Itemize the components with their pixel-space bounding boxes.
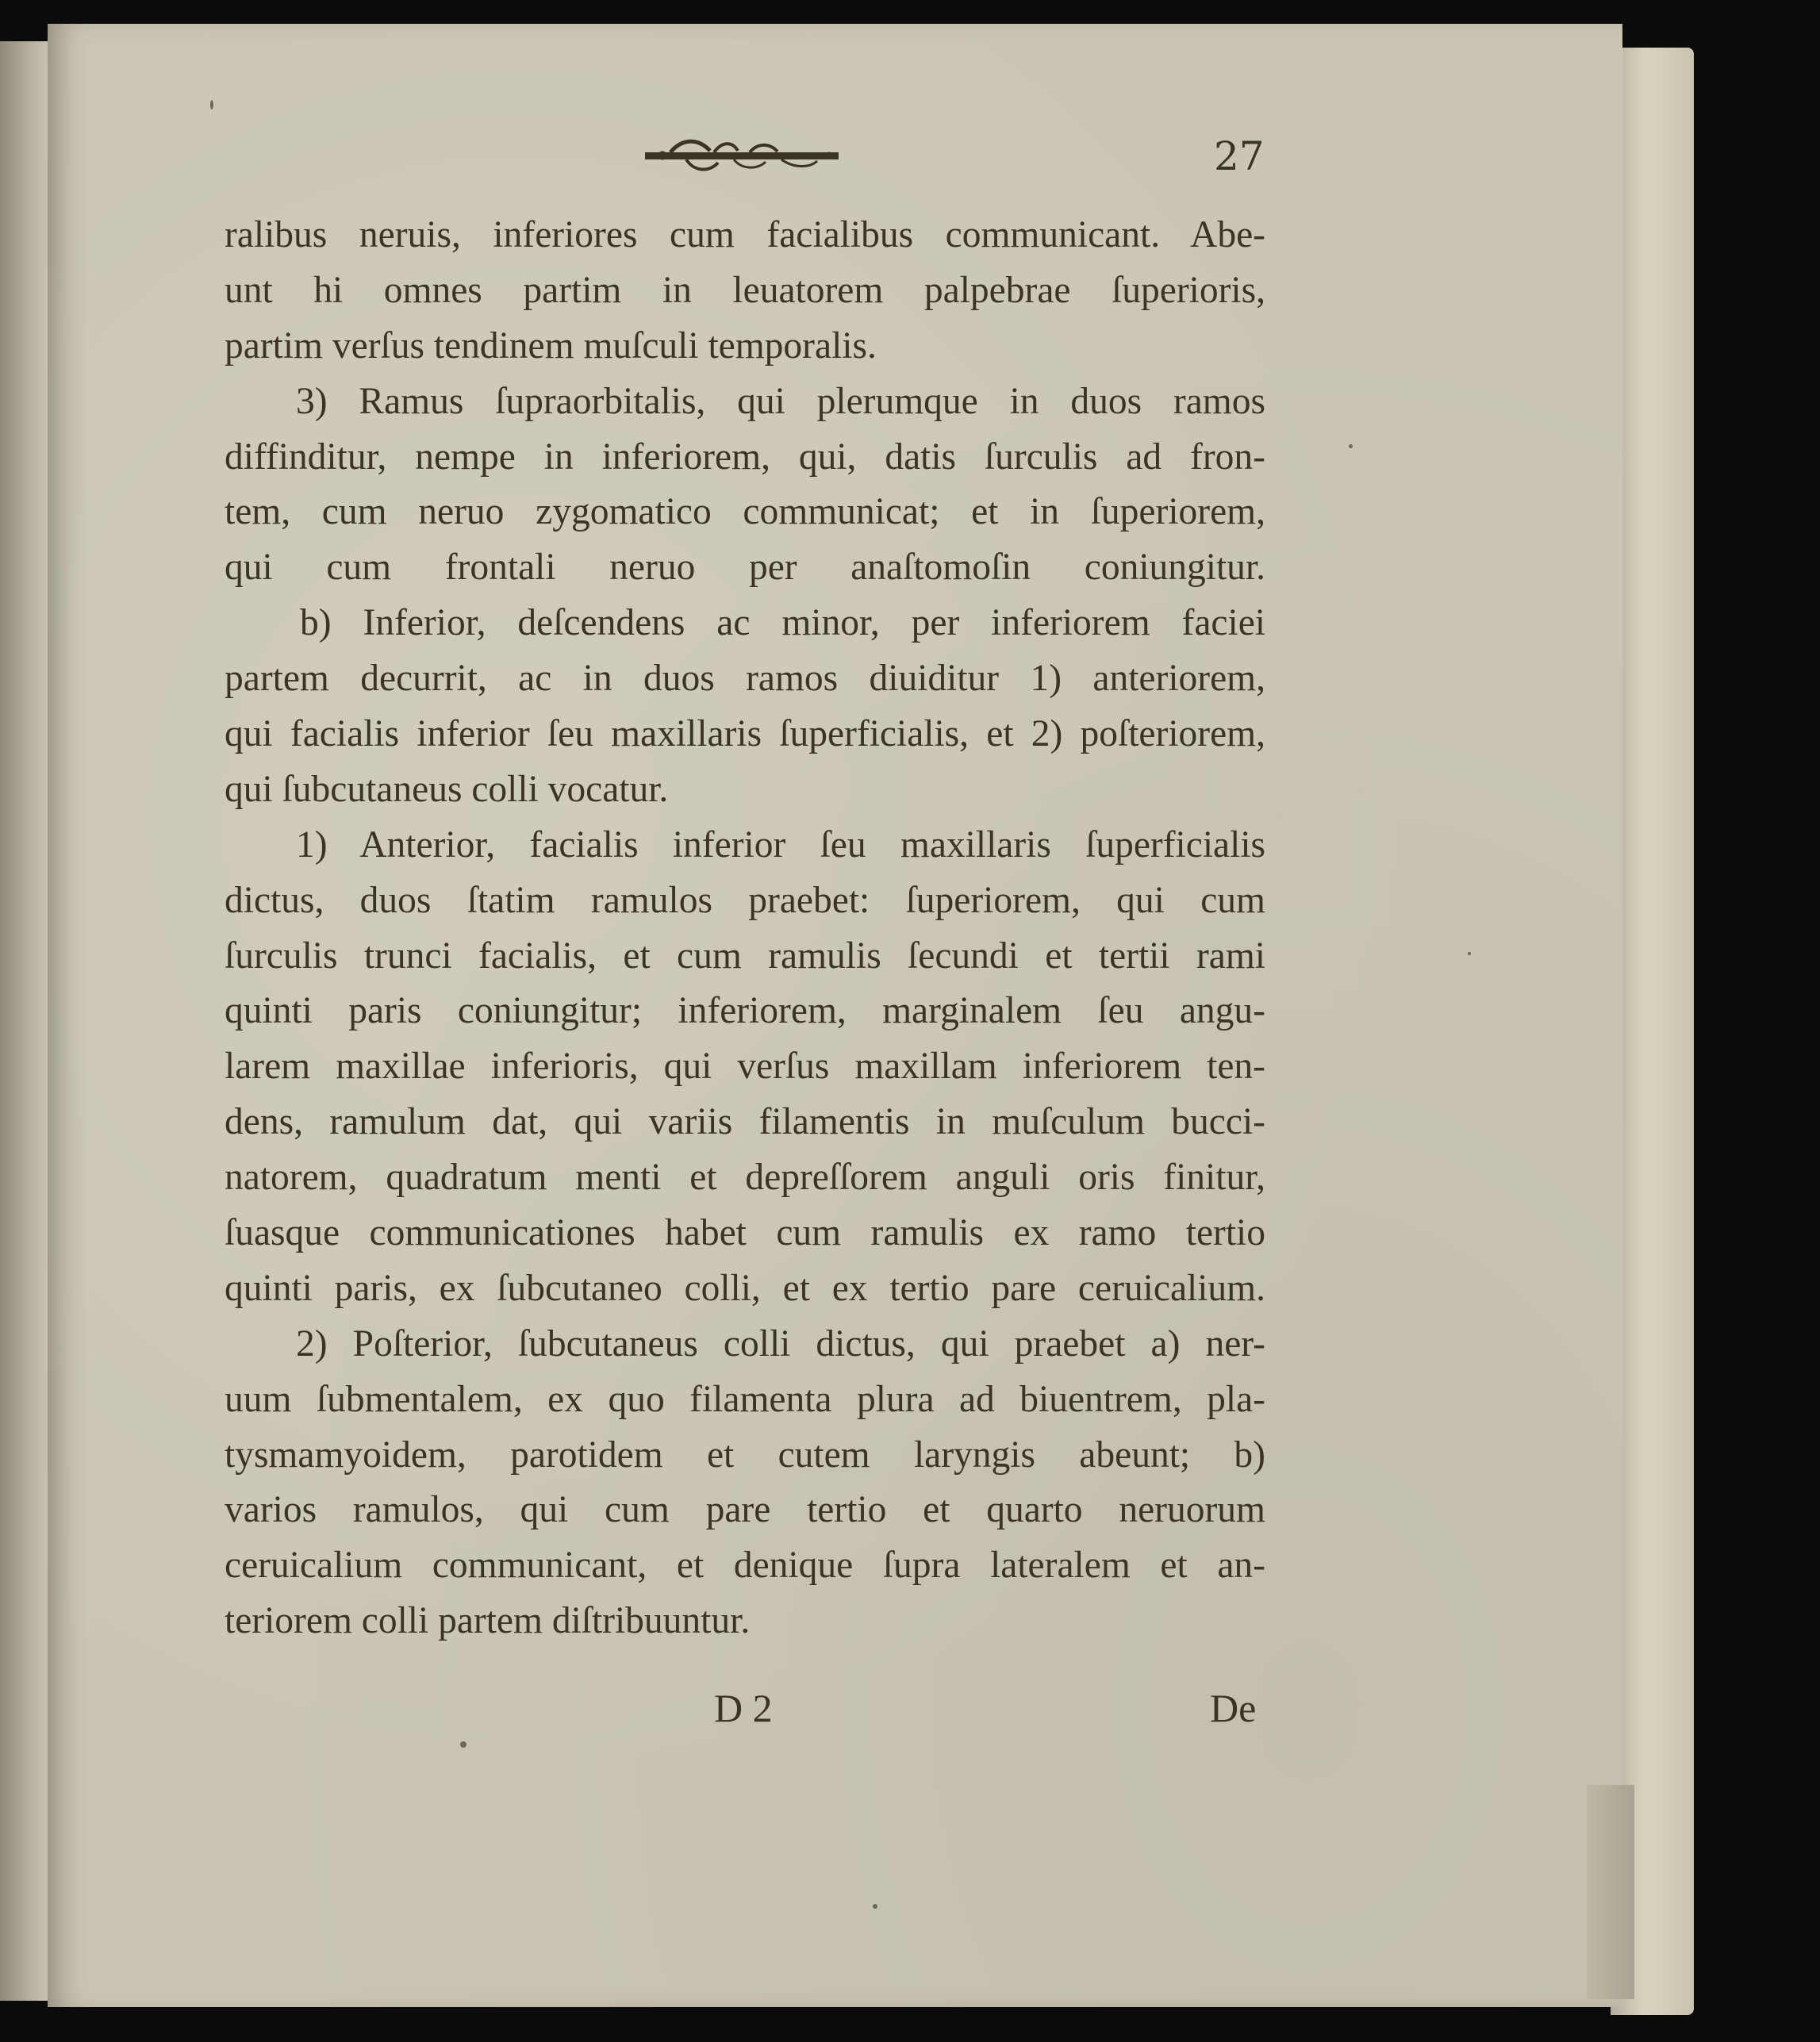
body-text: [225, 208, 1265, 1649]
page-fold-shadow: [1587, 1785, 1634, 1999]
text-line: natorem, quadratum menti et depreſſorem anguli oris finitur,: [225, 1157, 1265, 1199]
text-line: ſuasque communicationes habet cum ramulis ex ramo tertio: [225, 1212, 1265, 1254]
text-line: dens, ramulum dat, qui variis filamentis in muſculum bucci-: [225, 1101, 1265, 1143]
text-line: quinti paris, ex ſubcutaneo colli, et ex tertio pare ceruicalium.: [225, 1267, 1265, 1309]
text-line: larem maxillae inferioris, qui verſus maxillam inferiorem ten-: [225, 1046, 1265, 1088]
text-line: unt hi omnes partim in leuatorem palpebrae ſuperioris,: [225, 269, 1265, 311]
text-line: 3) Ramus ſupraorbitalis, qui plerumque in duos ramos: [296, 380, 1265, 422]
paper-speck: [1468, 952, 1471, 955]
paper-speck: [1349, 444, 1353, 448]
text-line: partim verſus tendinem muſculi temporalis.: [225, 324, 877, 367]
paper-speck: [873, 1904, 877, 1909]
text-line: 2) Poſterior, ſubcutaneus colli dictus, qui praebet a) ner-: [296, 1322, 1265, 1365]
text-line: quinti paris coniungitur; inferiorem, marginalem ſeu angu-: [225, 990, 1265, 1032]
text-line: varios ramulos, qui cum pare tertio et quarto neruorum: [225, 1489, 1265, 1531]
text-line: qui ſubcutaneus colli vocatur.: [225, 768, 669, 810]
text-line: teriorem colli partem diſtribuuntur.: [225, 1600, 751, 1642]
catchword: De: [1210, 1686, 1257, 1730]
text-line: diffinditur, nempe in inferiorem, qui, datis ſurculis ad fron-: [225, 436, 1265, 478]
paper-speck: [460, 1741, 467, 1748]
text-line: qui cum frontali neruo per anaſtomoſin coniungitur.: [225, 547, 1265, 589]
text-line: b) Inferior, deſcendens ac minor, per inferiorem faciei: [300, 602, 1265, 644]
text-line: ralibus neruis, inferiores cum facialibus communicant. Abe-: [225, 214, 1265, 255]
text-line: 1) Anterior, facialis inferior ſeu maxillaris ſuperficialis: [296, 823, 1265, 866]
text-line: uum ſubmentalem, ex quo filamenta plura ad biuentrem, pla-: [225, 1378, 1265, 1420]
headpiece-ornament: [639, 136, 845, 178]
text-line: ſurculis trunci facialis, et cum ramulis ſecundi et tertii rami: [225, 935, 1265, 977]
text-line: partem decurrit, ac in duos ramos diuiditur 1) anteriorem,: [225, 658, 1265, 700]
paper-speck: [210, 100, 213, 109]
page-number: 27: [1214, 133, 1265, 179]
following-page-edge: [1611, 48, 1694, 2015]
text-line: dictus, duos ſtatim ramulos praebet: ſuperiorem, qui cum: [225, 879, 1265, 921]
text-line: tysmamyoidem, parotidem et cutem laryngis abeunt; b): [225, 1434, 1265, 1476]
text-line: qui facialis inferior ſeu maxillaris ſuperficialis, et 2) poſteriorem,: [225, 713, 1265, 755]
text-line: tem, cum neruo zygomatico communicat; et in ſuperiorem,: [225, 491, 1265, 533]
signature-mark: D 2: [714, 1686, 773, 1730]
text-line: ceruicalium communicant, et denique ſupra lateralem et an-: [225, 1545, 1265, 1587]
